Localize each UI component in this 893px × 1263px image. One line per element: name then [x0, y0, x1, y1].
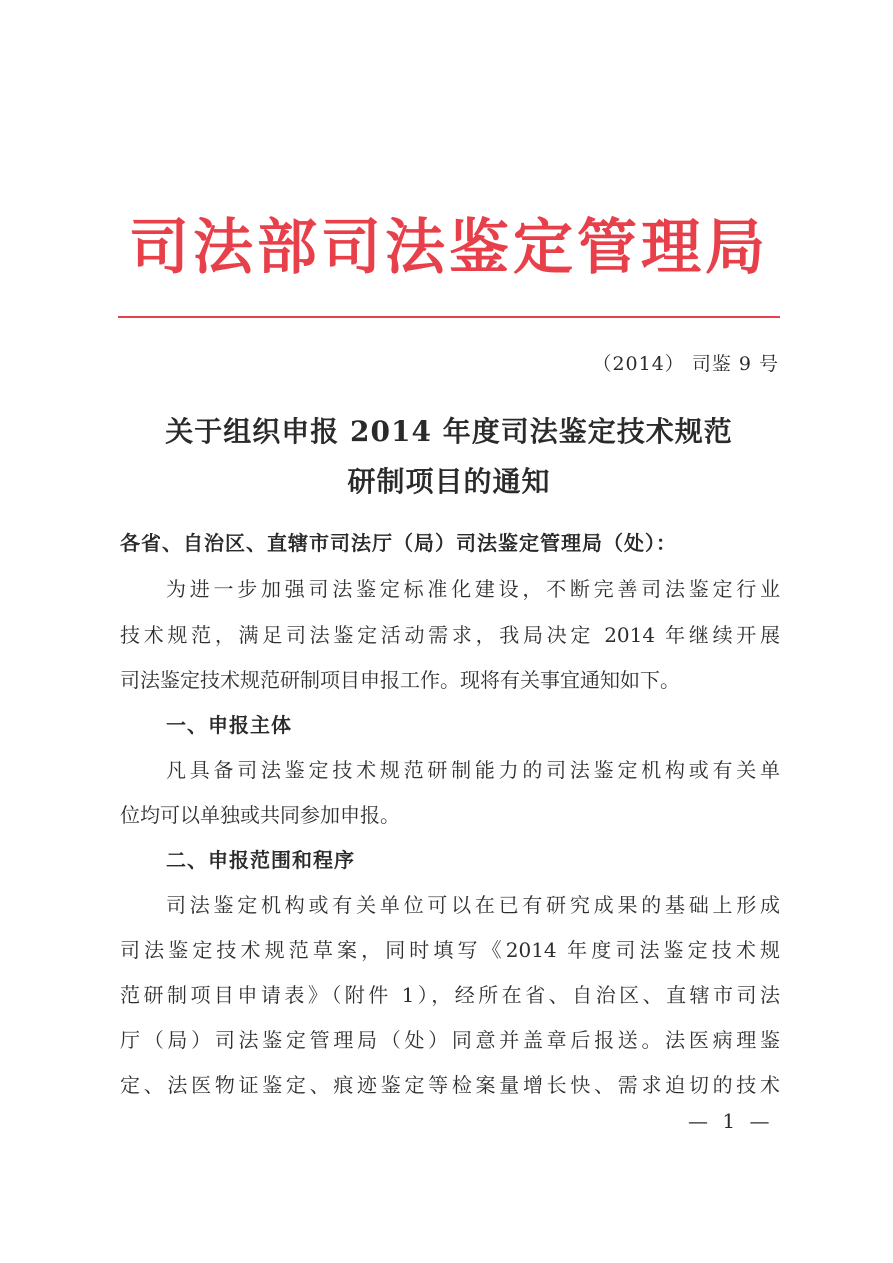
agency-letterhead-title: 司法部司法鉴定管理局	[129, 213, 769, 283]
letterhead-red-rule	[118, 316, 780, 318]
section-2-line-4: 厅（局）司法鉴定管理局（处）同意并盖章后报送。法医病理鉴	[120, 1028, 780, 1052]
section-2-line-1: 司法鉴定机构或有关单位可以在已有研究成果的基础上形成	[166, 893, 780, 917]
intro-line-2: 技术规范，满足司法鉴定活动需求，我局决定 2014 年继续开展	[120, 623, 780, 647]
document-title-line-1: 关于组织申报 2014 年度司法鉴定技术规范	[165, 415, 733, 448]
section-1-heading: 一、申报主体	[166, 713, 292, 737]
section-2-heading: 二、申报范围和程序	[166, 848, 355, 872]
document-title-line-2: 研制项目的通知	[347, 465, 551, 498]
section-1-line-1: 凡具备司法鉴定技术规范研制能力的司法鉴定机构或有关单	[166, 758, 780, 782]
intro-line-1: 为进一步加强司法鉴定标准化建设，不断完善司法鉴定行业	[166, 577, 780, 601]
section-2-line-2: 司法鉴定技术规范草案，同时填写《2014 年度司法鉴定技术规	[120, 938, 780, 962]
section-1-line-2: 位均可以单独或共同参加申报。	[120, 803, 400, 827]
page-number: — 1 —	[688, 1109, 774, 1133]
addressee: 各省、自治区、直辖市司法厅（局）司法鉴定管理局（处）：	[120, 531, 677, 555]
document-number: （2014） 司鉴 9 号	[592, 353, 779, 375]
section-2-line-3: 范研制项目申请表》（附件 1），经所在省、自治区、直辖市司法	[120, 983, 780, 1007]
intro-line-3: 司法鉴定技术规范研制项目申报工作。现将有关事宜通知如下。	[120, 668, 680, 692]
section-2-line-5: 定、法医物证鉴定、痕迹鉴定等检案量增长快、需求迫切的技术	[120, 1073, 780, 1097]
